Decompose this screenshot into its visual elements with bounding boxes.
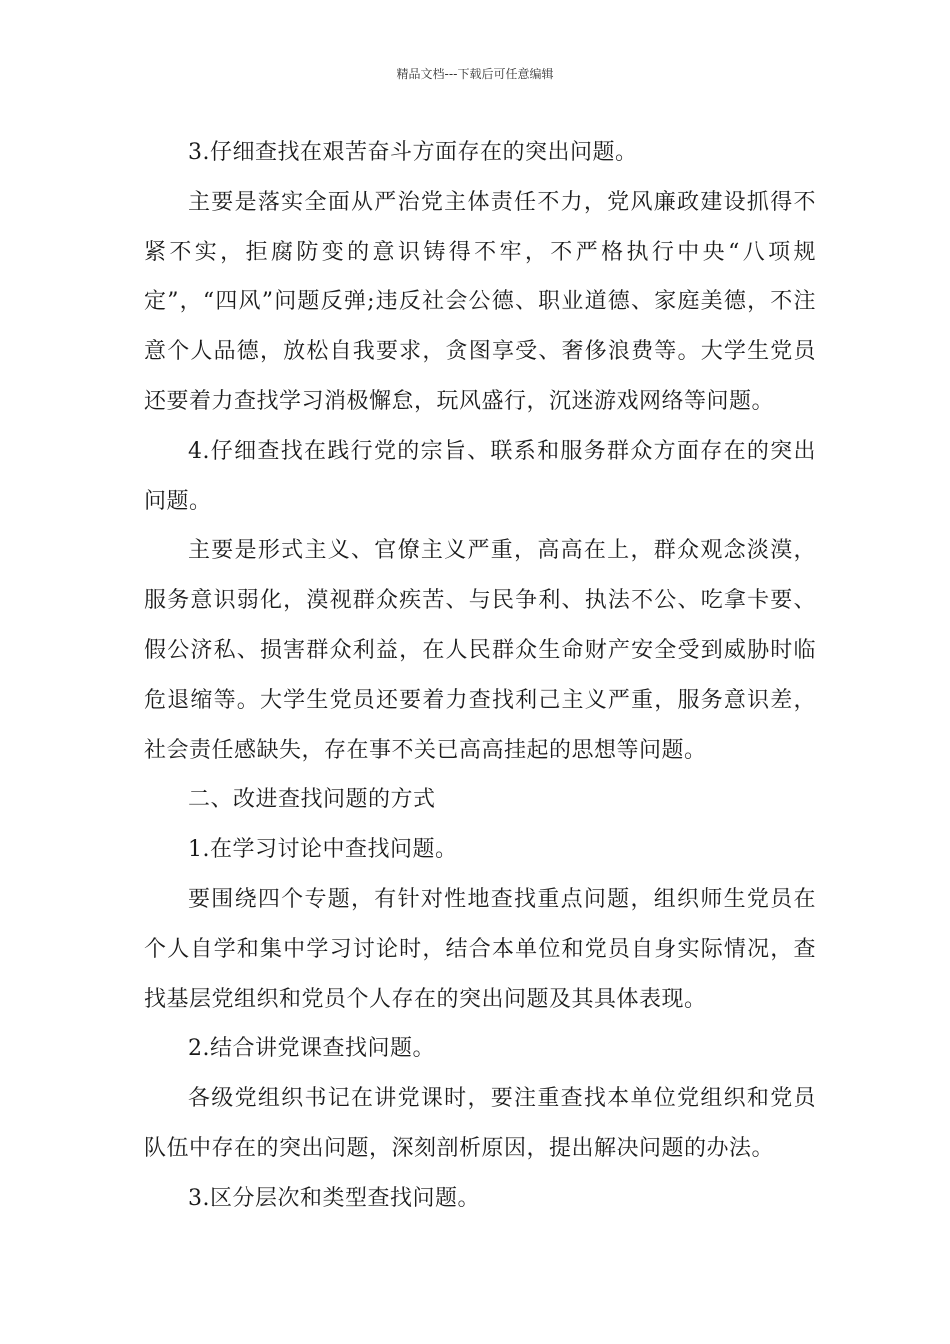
section-heading-improve-methods: 二、改进查找问题的方式 [188,787,436,813]
paragraph-hardship-heading: 3.仔细查找在艰苦奋斗方面存在的突出问题。 [188,140,638,165]
paragraph-study-discussion-body: 要围绕四个专题，有针对性地查找重点问题，组织师生党员在个人自学和集中学习讨论时，结合本单位和党员自身实际情况，查找基层党组织和党员个人存在的突出问题及其具体表现。 [144,886,816,1012]
paragraph-mass-line-heading: 4.仔细查找在践行党的宗旨、联系和服务群众方面存在的突出问题。 [144,438,816,514]
paragraph-study-discussion-heading: 1.在学习讨论中查找问题。 [188,837,458,863]
document-body [144,128,816,1224]
paragraph-party-lecture-heading: 2.结合讲党课查找问题。 [188,1036,435,1062]
paragraph-party-lecture-body: 各级党组织书记在讲党课时，要注重查找本单位党组织和党员队伍中存在的突出问题，深刻剖析原因，提出解决问题的办法。 [144,1086,816,1161]
paragraph-hardship-body: 主要是落实全面从严治党主体责任不力，党风廉政建设抓得不紧不实，拒腐防变的意识铸得不牢，不严格执行中央“八项规定”，“四风”问题反弹;违反社会公德、职业道德、家庭美德，不注意个人品德，放松自我要求，贪图享受、奢侈浪费等。大学生党员还要着力查找学习消极懈怠，玩风盛行，沉迷游戏网络等问题。 [144,189,816,414]
paragraph-mass-line-body: 主要是形式主义、官僚主义严重，高高在上，群众观念淡漠，服务意识弱化，漠视群众疾苦、与民争利、执法不公、吃拿卡要、假公济私、损害群众利益，在人民群众生命财产安全受到威胁时临危退缩等。大学生党员还要着力查找利己主义严重，服务意识差，社会责任感缺失，存在事不关已高高挂起的思想等问题。 [144,538,816,763]
page-header: 精品文档---下载后可任意编辑 [396,67,554,81]
paragraph-levels-types-heading: 3.区分层次和类型查找问题。 [188,1185,480,1211]
